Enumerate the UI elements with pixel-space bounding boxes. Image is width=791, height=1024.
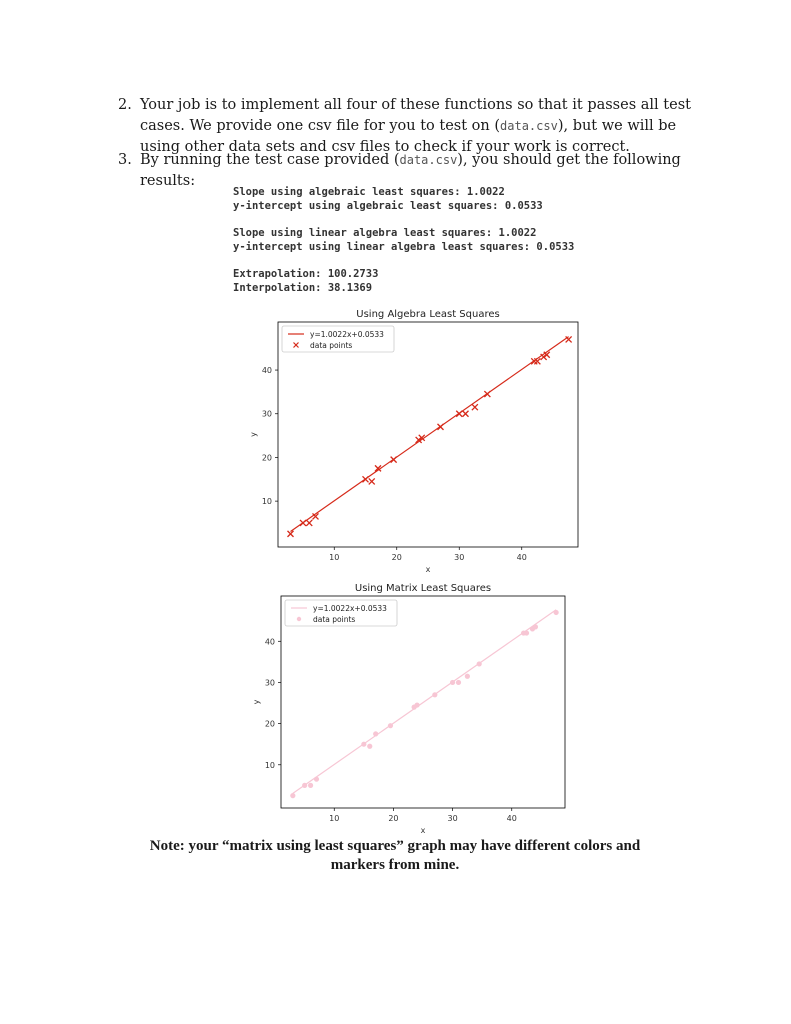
data-point	[314, 777, 319, 782]
note-text	[100, 837, 690, 875]
item3-text-b: ), you should get the following results:	[140, 152, 681, 189]
y-tick-label: 20	[264, 719, 275, 729]
x-tick-label: 10	[329, 814, 340, 823]
x-axis-label: x	[420, 826, 426, 835]
output-line: Slope using linear algebra least squares: 1.0022	[233, 227, 537, 239]
output-line: Interpolation: 38.1369	[233, 282, 373, 294]
x-tick-label: 40	[516, 553, 527, 562]
y-tick-label: 30	[261, 409, 272, 419]
data-point	[432, 692, 437, 697]
output-line: Slope using algebraic least squares: 1.0022	[233, 186, 505, 198]
y-tick-label: 40	[264, 637, 275, 647]
algebra-chart	[245, 306, 585, 576]
item3-text-a: By running the test case provided (	[140, 152, 400, 168]
note-line-1: Note: your “matrix using least squares” graph may have different colors and	[149, 838, 641, 854]
y-tick-label: 40	[261, 366, 272, 376]
data-point	[361, 742, 366, 747]
list-item-2	[118, 95, 698, 158]
output-line: Extrapolation: 100.2733	[233, 268, 379, 280]
data-point	[533, 624, 538, 629]
y-tick-label: 10	[264, 760, 275, 770]
matrix-chart	[245, 580, 585, 838]
legend-points-label: data points	[313, 615, 356, 624]
data-point	[450, 680, 455, 685]
output-line: y-intercept using linear algebra least squares: 0.0533	[233, 241, 575, 253]
x-tick-label: 30	[454, 553, 465, 562]
y-tick-label: 30	[264, 678, 275, 688]
output-line: y-intercept using algebraic least squares: 0.0533	[233, 200, 543, 212]
data-point	[373, 731, 378, 736]
legend-line-label: y=1.0022x+0.0533	[313, 604, 387, 613]
list-number: 3.	[118, 152, 132, 168]
data-point	[465, 674, 470, 679]
matrix-chart-svg	[245, 580, 585, 838]
algebra-chart-svg	[245, 306, 585, 576]
x-tick-label: 20	[391, 553, 402, 562]
data-point	[308, 783, 313, 788]
data-point	[456, 680, 461, 685]
legend-marker-swatch	[297, 617, 301, 621]
item2-code: data.csv	[500, 119, 558, 133]
item2-text-a: Your job is to implement all four of these functions so that it passes all test cases. We provide one csv file for you to test on (	[140, 97, 691, 134]
x-tick-label: 10	[329, 553, 340, 562]
y-axis-label: y	[249, 432, 258, 437]
program-output	[233, 185, 653, 295]
legend-points-label: data points	[310, 341, 353, 350]
x-axis-label: x	[425, 565, 431, 574]
data-point	[367, 744, 372, 749]
legend-line-label: y=1.0022x+0.0533	[310, 330, 384, 339]
chart-title: Using Matrix Least Squares	[354, 583, 492, 594]
list-text	[140, 95, 700, 158]
x-tick-label: 40	[506, 814, 517, 823]
note-line-2: markers from mine.	[330, 857, 460, 873]
y-axis-label: y	[252, 699, 261, 705]
data-point	[290, 793, 295, 798]
data-point	[388, 723, 393, 728]
y-tick-label: 10	[261, 497, 272, 507]
chart-title: Using Algebra Least Squares	[356, 309, 500, 320]
x-tick-label: 20	[388, 814, 399, 823]
data-point	[414, 702, 419, 707]
data-point	[477, 661, 482, 666]
list-number: 2.	[118, 97, 132, 113]
x-tick-label: 30	[447, 814, 458, 823]
data-point	[524, 630, 529, 635]
item2-text-b: ), but we will be using other data sets and csv files to check if your work is correct.	[140, 118, 677, 155]
data-point	[554, 610, 559, 615]
data-point	[302, 783, 307, 788]
y-tick-label: 20	[261, 453, 272, 463]
item3-code: data.csv	[399, 153, 458, 167]
